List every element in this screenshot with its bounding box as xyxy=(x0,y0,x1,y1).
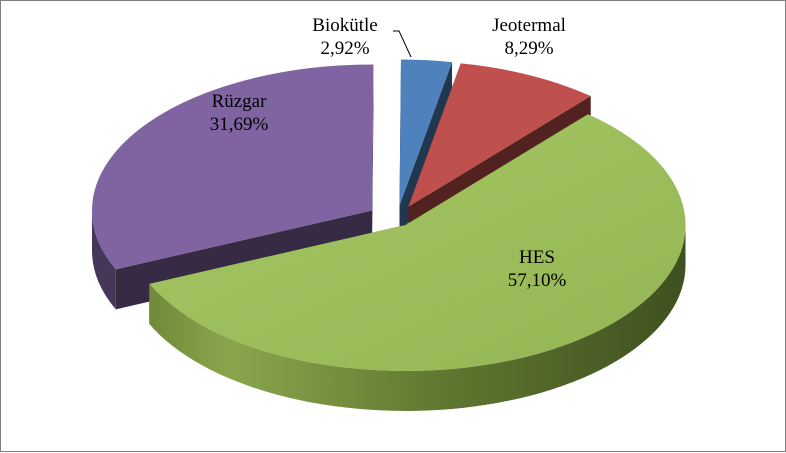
pie-chart xyxy=(1,1,786,453)
data-label-r-zgar-name: Rüzgar xyxy=(211,91,267,112)
leader-line-biok-tle xyxy=(393,31,411,57)
data-label-jeotermal-value: 8,29% xyxy=(504,38,554,59)
data-label-biok-tle-name: Biokütle xyxy=(312,15,378,36)
data-label-hes-name: HES xyxy=(519,247,555,268)
data-label-hes-value: 57,10% xyxy=(507,270,567,291)
data-label-jeotermal-name: Jeotermal xyxy=(492,15,566,36)
data-label-r-zgar-value: 31,69% xyxy=(209,114,269,135)
data-label-biok-tle-value: 2,92% xyxy=(320,38,370,59)
